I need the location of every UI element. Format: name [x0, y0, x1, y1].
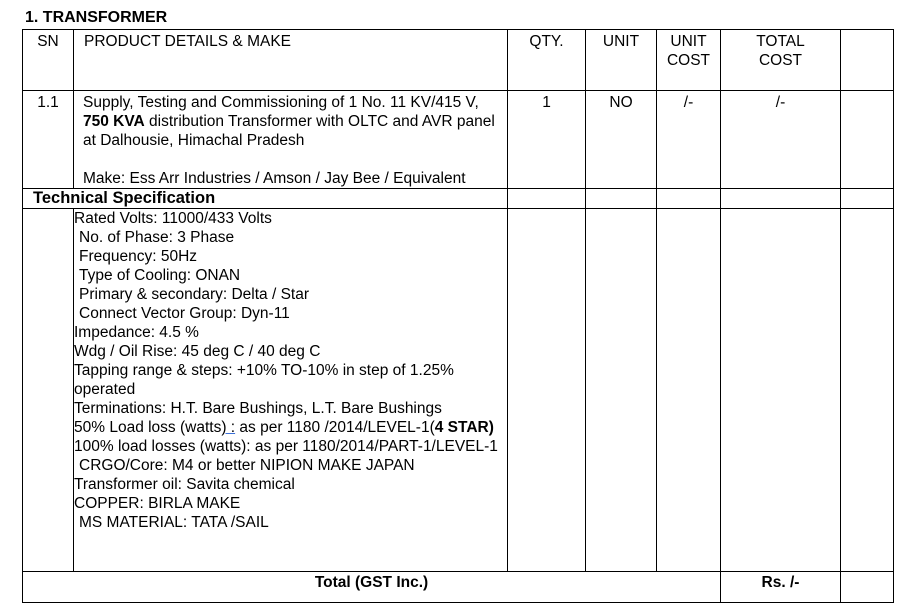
section-heading: 1. TRANSFORMER: [25, 9, 168, 26]
spec-vector-group: Connect Vector Group: Dyn-11: [79, 305, 290, 322]
spec-list: [74, 209, 508, 572]
total-cost-line-2: COST: [758, 52, 803, 69]
spec-rated-volts: Rated Volts: 11000/433 Volts: [74, 210, 272, 227]
col-header-unit-cost: [657, 30, 721, 91]
unit-cost-line-1: UNIT: [670, 33, 707, 50]
load-loss-50-underlined: ) :: [221, 419, 236, 436]
desc-pre: Supply, Testing and Commissioning of 1 No. 11 KV/415 V,: [83, 94, 479, 111]
item-sn: 1.1: [23, 91, 74, 189]
desc-bold-rating: 750 KVA: [83, 113, 145, 130]
spec-blank-unit: [586, 209, 657, 572]
header-row: [23, 30, 894, 91]
col-header-product: PRODUCT DETAILS & MAKE: [74, 30, 508, 91]
spec-frequency: Frequency: 50Hz: [79, 248, 198, 265]
tech-spec-blank-qty: [508, 189, 586, 209]
tech-spec-blank-last: [841, 189, 894, 209]
desc-post: distribution Transformer with OLTC and AVR panel at Dalhousie, Himachal Pradesh: [83, 113, 495, 149]
load-loss-50-mid: as per 1180 /2014/LEVEL-1(: [235, 419, 435, 436]
spec-ms-material: MS MATERIAL: TATA /SAIL: [79, 514, 269, 531]
item-desc-text: [83, 93, 501, 150]
col-header-blank: [841, 30, 894, 91]
spec-blank-unit-cost: [657, 209, 721, 572]
unit-cost-line-2: COST: [666, 52, 711, 69]
col-header-unit: UNIT: [586, 30, 657, 91]
spec-cooling: Type of Cooling: ONAN: [79, 267, 241, 284]
total-blank: [841, 572, 894, 603]
spec-row: [23, 209, 894, 572]
tech-spec-blank-unit-cost: [657, 189, 721, 209]
col-header-sn: SN: [23, 30, 74, 91]
item-make: Make: Ess Arr Industries / Amson / Jay Bee / Equivalent: [83, 170, 466, 187]
tech-spec-title: Technical Specification: [23, 189, 508, 209]
load-loss-50-pre: 50% Load loss (watts: [74, 419, 222, 436]
total-value: Rs. /-: [721, 572, 841, 603]
tech-spec-row: [23, 189, 894, 209]
item-description: [74, 91, 508, 189]
spec-phase: No. of Phase: 3 Phase: [79, 229, 235, 246]
boq-table: [22, 29, 894, 603]
item-qty: 1: [508, 91, 586, 189]
item-total-cost: /-: [721, 91, 841, 189]
item-row: [23, 91, 894, 189]
spec-blank-total: [721, 209, 841, 572]
spec-primary-secondary: Primary & secondary: Delta / Star: [79, 286, 309, 303]
total-cost-line-1: TOTAL: [756, 33, 805, 50]
spec-tapping: Tapping range & steps: +10% TO-10% in step of 1.25% operated: [74, 362, 454, 398]
item-unit: NO: [586, 91, 657, 189]
spec-copper: COPPER: BIRLA MAKE: [74, 495, 241, 512]
item-blank: [841, 91, 894, 189]
spec-wdg-oil-rise: Wdg / Oil Rise: 45 deg C / 40 deg C: [74, 343, 321, 360]
item-unit-cost: /-: [657, 91, 721, 189]
col-header-total-cost: [721, 30, 841, 91]
spec-crgo: CRGO/Core: M4 or better NIPION MAKE JAPAN: [79, 457, 415, 474]
load-loss-50-star: 4 STAR): [434, 419, 494, 436]
col-header-qty: QTY.: [508, 30, 586, 91]
spec-load-loss-100: 100% load losses (watts): as per 1180/2014/PART-1/LEVEL-1: [74, 438, 498, 455]
spec-load-loss-50: [74, 418, 507, 437]
tech-spec-blank-total: [721, 189, 841, 209]
total-row: [23, 572, 894, 603]
spec-oil: Transformer oil: Savita chemical: [74, 476, 295, 493]
spec-sn-blank: [23, 209, 74, 572]
spec-blank-last: [841, 209, 894, 572]
spec-blank-qty: [508, 209, 586, 572]
spec-impedance: Impedance: 4.5 %: [74, 324, 199, 341]
tech-spec-blank-unit: [586, 189, 657, 209]
total-label: Total (GST Inc.): [23, 572, 721, 603]
spec-terminations: Terminations: H.T. Bare Bushings, L.T. Bare Bushings: [74, 400, 442, 417]
